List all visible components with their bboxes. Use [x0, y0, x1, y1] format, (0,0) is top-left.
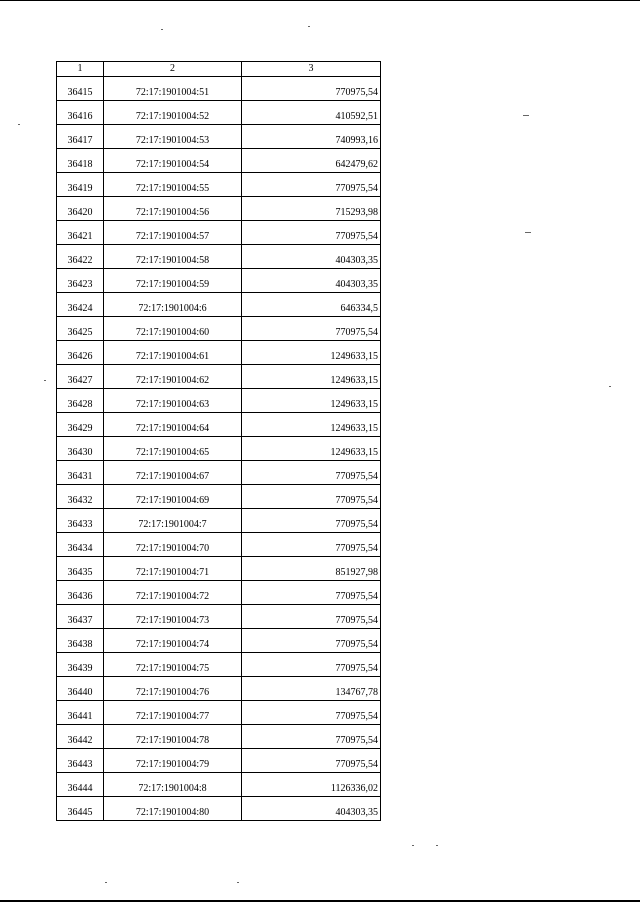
table-row [57, 485, 381, 509]
row-number-cell: 36426 [57, 341, 104, 365]
value-cell: 770975,54 [242, 725, 381, 749]
table-row [57, 197, 381, 221]
row-number-cell: 36437 [57, 605, 104, 629]
table-row [57, 149, 381, 173]
row-number-cell: 36427 [57, 365, 104, 389]
cadastral-number-cell: 72:17:1901004:7 [104, 509, 242, 533]
row-number-cell: 36445 [57, 797, 104, 821]
cadastral-number-cell: 72:17:1901004:70 [104, 533, 242, 557]
scan-speck [161, 29, 163, 30]
value-cell: 404303,35 [242, 797, 381, 821]
cadastral-number-cell: 72:17:1901004:75 [104, 653, 242, 677]
value-cell: 770975,54 [242, 173, 381, 197]
value-cell: 770975,54 [242, 485, 381, 509]
cadastral-number-cell: 72:17:1901004:80 [104, 797, 242, 821]
page-top-edge [0, 0, 640, 1]
cadastral-number-cell: 72:17:1901004:73 [104, 605, 242, 629]
row-number-cell: 36441 [57, 701, 104, 725]
value-cell: 770975,54 [242, 701, 381, 725]
row-number-cell: 36434 [57, 533, 104, 557]
cadastral-number-cell: 72:17:1901004:6 [104, 293, 242, 317]
scan-speck [44, 380, 46, 381]
cadastral-number-cell: 72:17:1901004:62 [104, 365, 242, 389]
cadastral-number-cell: 72:17:1901004:63 [104, 389, 242, 413]
table-row [57, 677, 381, 701]
row-number-cell: 36432 [57, 485, 104, 509]
table-row [57, 581, 381, 605]
registry-table [56, 61, 381, 821]
cadastral-number-cell: 72:17:1901004:52 [104, 101, 242, 125]
table-row [57, 701, 381, 725]
column-header-1: 1 [57, 62, 104, 77]
cadastral-number-cell: 72:17:1901004:78 [104, 725, 242, 749]
row-number-cell: 36428 [57, 389, 104, 413]
table-row [57, 725, 381, 749]
value-cell: 740993,16 [242, 125, 381, 149]
scan-speck [105, 882, 107, 883]
cadastral-number-cell: 72:17:1901004:72 [104, 581, 242, 605]
cadastral-number-cell: 72:17:1901004:51 [104, 77, 242, 101]
row-number-cell: 36421 [57, 221, 104, 245]
scan-speck [609, 386, 611, 387]
cadastral-number-cell: 72:17:1901004:76 [104, 677, 242, 701]
table-row [57, 317, 381, 341]
table-row [57, 533, 381, 557]
value-cell: 770975,54 [242, 749, 381, 773]
row-number-cell: 36420 [57, 197, 104, 221]
table-row [57, 749, 381, 773]
row-number-cell: 36433 [57, 509, 104, 533]
table-row [57, 365, 381, 389]
value-cell: 770975,54 [242, 581, 381, 605]
table-row [57, 605, 381, 629]
cadastral-number-cell: 72:17:1901004:74 [104, 629, 242, 653]
row-number-cell: 36424 [57, 293, 104, 317]
cadastral-number-cell: 72:17:1901004:59 [104, 269, 242, 293]
row-number-cell: 36443 [57, 749, 104, 773]
cadastral-number-cell: 72:17:1901004:79 [104, 749, 242, 773]
row-number-cell: 36425 [57, 317, 104, 341]
cadastral-number-cell: 72:17:1901004:65 [104, 437, 242, 461]
scan-speck [18, 124, 20, 125]
cadastral-number-cell: 72:17:1901004:64 [104, 413, 242, 437]
table-row [57, 509, 381, 533]
header-row [57, 62, 381, 77]
table-row [57, 557, 381, 581]
table-row [57, 437, 381, 461]
row-number-cell: 36415 [57, 77, 104, 101]
row-number-cell: 36440 [57, 677, 104, 701]
cadastral-number-cell: 72:17:1901004:69 [104, 485, 242, 509]
value-cell: 770975,54 [242, 221, 381, 245]
row-number-cell: 36442 [57, 725, 104, 749]
value-cell: 770975,54 [242, 629, 381, 653]
table-row [57, 413, 381, 437]
value-cell: 770975,54 [242, 461, 381, 485]
row-number-cell: 36416 [57, 101, 104, 125]
value-cell: 770975,54 [242, 509, 381, 533]
column-header-3: 3 [242, 62, 381, 77]
page-bottom-edge [0, 900, 640, 902]
value-cell: 770975,54 [242, 533, 381, 557]
value-cell: 134767,78 [242, 677, 381, 701]
cadastral-number-cell: 72:17:1901004:56 [104, 197, 242, 221]
row-number-cell: 36431 [57, 461, 104, 485]
value-cell: 1126336,02 [242, 773, 381, 797]
row-number-cell: 36429 [57, 413, 104, 437]
table-row [57, 269, 381, 293]
value-cell: 770975,54 [242, 653, 381, 677]
table-row [57, 773, 381, 797]
row-number-cell: 36435 [57, 557, 104, 581]
table-row [57, 101, 381, 125]
value-cell: 715293,98 [242, 197, 381, 221]
table-row [57, 221, 381, 245]
cadastral-number-cell: 72:17:1901004:61 [104, 341, 242, 365]
value-cell: 404303,35 [242, 245, 381, 269]
table-row [57, 125, 381, 149]
value-cell: 1249633,15 [242, 341, 381, 365]
row-number-cell: 36419 [57, 173, 104, 197]
row-number-cell: 36418 [57, 149, 104, 173]
value-cell: 1249633,15 [242, 413, 381, 437]
table-row [57, 77, 381, 101]
scan-speck [523, 115, 529, 116]
table-row [57, 797, 381, 821]
scan-speck [525, 232, 531, 233]
row-number-cell: 36438 [57, 629, 104, 653]
value-cell: 404303,35 [242, 269, 381, 293]
cadastral-number-cell: 72:17:1901004:8 [104, 773, 242, 797]
value-cell: 646334,5 [242, 293, 381, 317]
value-cell: 1249633,15 [242, 389, 381, 413]
row-number-cell: 36417 [57, 125, 104, 149]
row-number-cell: 36422 [57, 245, 104, 269]
row-number-cell: 36423 [57, 269, 104, 293]
column-header-2: 2 [104, 62, 242, 77]
row-number-cell: 36444 [57, 773, 104, 797]
value-cell: 410592,51 [242, 101, 381, 125]
value-cell: 851927,98 [242, 557, 381, 581]
cadastral-number-cell: 72:17:1901004:60 [104, 317, 242, 341]
table-row [57, 461, 381, 485]
value-cell: 1249633,15 [242, 365, 381, 389]
scan-speck [436, 845, 438, 846]
scan-speck [237, 882, 239, 883]
row-number-cell: 36436 [57, 581, 104, 605]
table-row [57, 173, 381, 197]
table-row [57, 245, 381, 269]
table-row [57, 389, 381, 413]
row-number-cell: 36439 [57, 653, 104, 677]
value-cell: 1249633,15 [242, 437, 381, 461]
table-row [57, 653, 381, 677]
value-cell: 770975,54 [242, 605, 381, 629]
table-row [57, 293, 381, 317]
value-cell: 642479,62 [242, 149, 381, 173]
cadastral-number-cell: 72:17:1901004:58 [104, 245, 242, 269]
cadastral-number-cell: 72:17:1901004:53 [104, 125, 242, 149]
table-header [57, 62, 381, 77]
cadastral-number-cell: 72:17:1901004:71 [104, 557, 242, 581]
table-body [57, 77, 381, 821]
cadastral-number-cell: 72:17:1901004:57 [104, 221, 242, 245]
scan-speck [412, 845, 414, 846]
table-row [57, 629, 381, 653]
cadastral-number-cell: 72:17:1901004:55 [104, 173, 242, 197]
row-number-cell: 36430 [57, 437, 104, 461]
scan-speck [308, 26, 310, 27]
cadastral-number-cell: 72:17:1901004:77 [104, 701, 242, 725]
value-cell: 770975,54 [242, 77, 381, 101]
cadastral-number-cell: 72:17:1901004:67 [104, 461, 242, 485]
value-cell: 770975,54 [242, 317, 381, 341]
table-row [57, 341, 381, 365]
cadastral-number-cell: 72:17:1901004:54 [104, 149, 242, 173]
